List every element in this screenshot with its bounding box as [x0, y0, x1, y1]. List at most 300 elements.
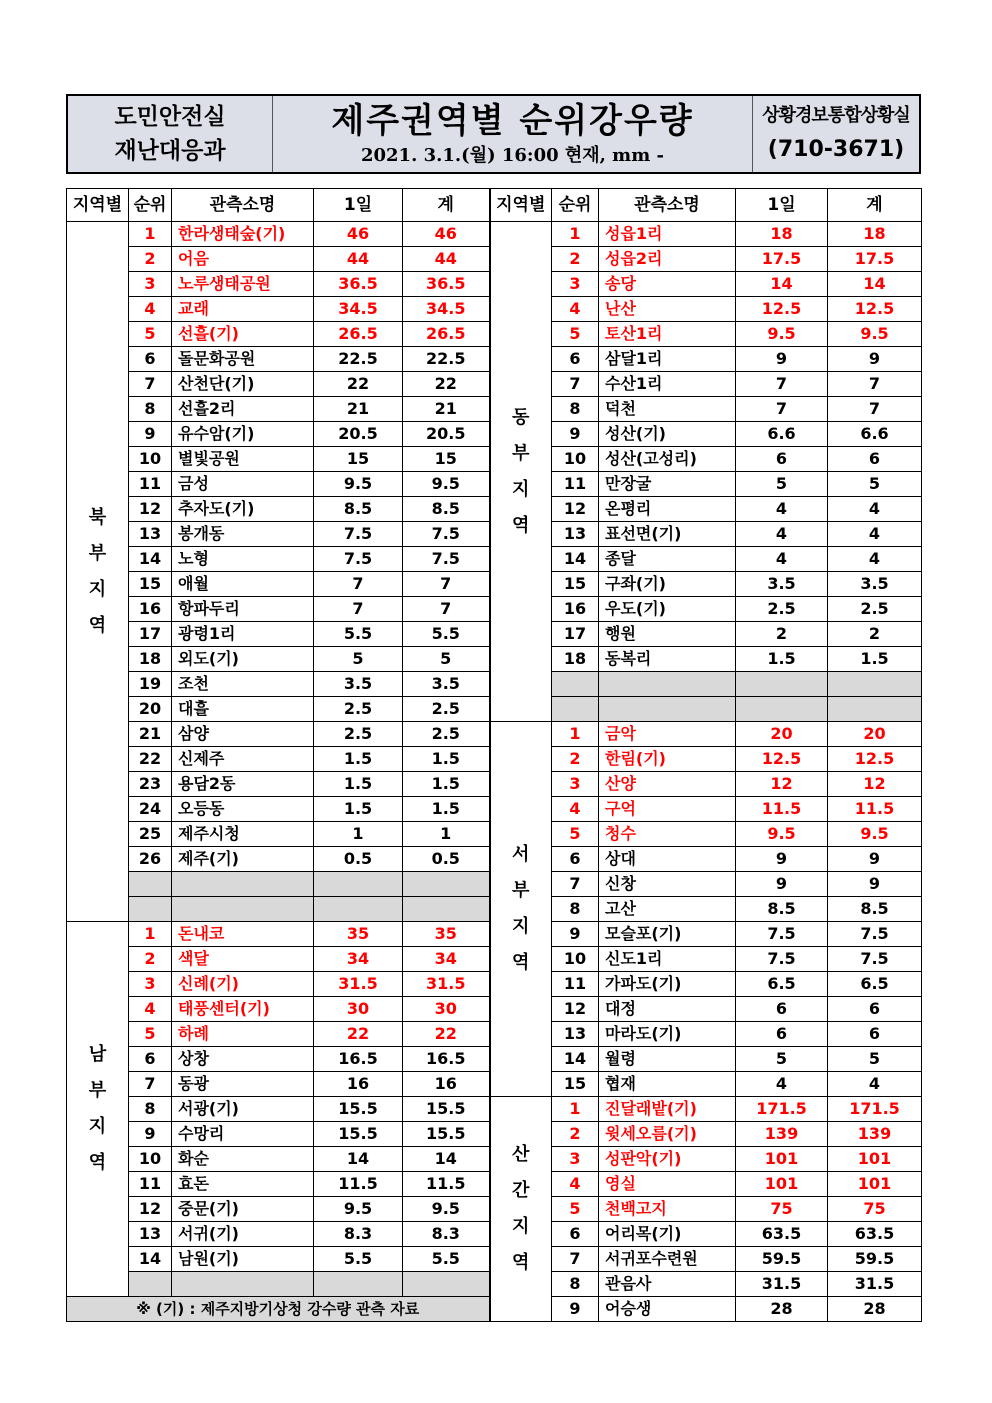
page-title: 제주권역별 순위강우량 — [331, 101, 694, 141]
rank-cell: 1 — [552, 1097, 599, 1122]
station-name: 마라도(기) — [599, 1022, 736, 1047]
station-name: 태풍센터(기) — [172, 997, 314, 1022]
region-label-east: 동 부 지 역 — [490, 222, 552, 722]
total-rainfall: 101 — [828, 1172, 922, 1197]
daily-rainfall: 16.5 — [314, 1047, 403, 1072]
table-row — [67, 1097, 922, 1122]
rank-cell: 3 — [552, 772, 599, 797]
total-rainfall: 1.5 — [403, 772, 490, 797]
total-rainfall: 4 — [828, 497, 922, 522]
total-rainfall: 3.5 — [403, 672, 490, 697]
daily-rainfall: 36.5 — [314, 272, 403, 297]
total-rainfall: 14 — [828, 272, 922, 297]
empty-cell — [129, 872, 172, 897]
daily-rainfall: 17.5 — [736, 247, 828, 272]
total-rainfall: 7.5 — [828, 922, 922, 947]
office-phone: (710-3671) — [767, 137, 905, 162]
daily-rainfall: 6.6 — [736, 422, 828, 447]
station-name: 별빛공원 — [172, 447, 314, 472]
station-name: 삼양 — [172, 722, 314, 747]
total-rainfall: 8.5 — [828, 897, 922, 922]
rank-cell: 5 — [552, 822, 599, 847]
rank-cell: 6 — [552, 1222, 599, 1247]
daily-rainfall: 9.5 — [314, 1197, 403, 1222]
daily-rainfall: 30 — [314, 997, 403, 1022]
station-name: 수산1리 — [599, 372, 736, 397]
rank-cell: 5 — [552, 1197, 599, 1222]
station-name: 한림(기) — [599, 747, 736, 772]
col-header-station: 관측소명 — [172, 189, 314, 222]
total-rainfall: 16.5 — [403, 1047, 490, 1072]
daily-rainfall: 4 — [736, 522, 828, 547]
daily-rainfall: 9.5 — [736, 822, 828, 847]
station-name: 윗세오름(기) — [599, 1122, 736, 1147]
total-rainfall: 28 — [828, 1297, 922, 1322]
total-rainfall: 12.5 — [828, 747, 922, 772]
total-rainfall: 7.5 — [828, 947, 922, 972]
rank-cell: 14 — [129, 1247, 172, 1272]
station-name: 서광(기) — [172, 1097, 314, 1122]
total-rainfall: 9 — [828, 872, 922, 897]
empty-cell — [599, 672, 736, 697]
region-label-south: 남 부 지 역 — [67, 922, 129, 1297]
daily-rainfall: 7.5 — [314, 547, 403, 572]
daily-rainfall: 101 — [736, 1147, 828, 1172]
daily-rainfall: 9 — [736, 347, 828, 372]
rank-cell: 9 — [129, 422, 172, 447]
rank-cell: 10 — [552, 447, 599, 472]
rank-cell: 26 — [129, 847, 172, 872]
daily-rainfall: 31.5 — [314, 972, 403, 997]
total-rainfall: 20 — [828, 722, 922, 747]
total-rainfall: 5.5 — [403, 622, 490, 647]
rank-cell: 8 — [552, 397, 599, 422]
rank-cell: 14 — [552, 1047, 599, 1072]
rank-cell: 7 — [129, 372, 172, 397]
station-name: 교래 — [172, 297, 314, 322]
rank-cell: 5 — [129, 322, 172, 347]
station-name: 어음 — [172, 247, 314, 272]
col-header-day: 1일 — [314, 189, 403, 222]
org-line-2: 재난대응과 — [114, 138, 226, 164]
daily-rainfall: 2.5 — [314, 697, 403, 722]
total-rainfall: 22.5 — [403, 347, 490, 372]
station-name: 돌문화공원 — [172, 347, 314, 372]
empty-cell — [828, 697, 922, 722]
daily-rainfall: 7 — [736, 372, 828, 397]
total-rainfall: 8.3 — [403, 1222, 490, 1247]
daily-rainfall: 7.5 — [314, 522, 403, 547]
daily-rainfall: 6 — [736, 447, 828, 472]
total-rainfall: 18 — [828, 222, 922, 247]
daily-rainfall: 3.5 — [736, 572, 828, 597]
rank-cell: 1 — [129, 922, 172, 947]
station-name: 만장굴 — [599, 472, 736, 497]
station-name: 구좌(기) — [599, 572, 736, 597]
empty-cell — [736, 672, 828, 697]
empty-cell — [172, 1272, 314, 1297]
station-name: 하례 — [172, 1022, 314, 1047]
total-rainfall: 2.5 — [403, 722, 490, 747]
empty-cell — [403, 897, 490, 922]
rank-cell: 8 — [552, 1272, 599, 1297]
daily-rainfall: 12.5 — [736, 747, 828, 772]
daily-rainfall: 171.5 — [736, 1097, 828, 1122]
rank-cell: 17 — [552, 622, 599, 647]
daily-rainfall: 75 — [736, 1197, 828, 1222]
daily-rainfall: 9 — [736, 872, 828, 897]
daily-rainfall: 22 — [314, 372, 403, 397]
daily-rainfall: 8.5 — [314, 497, 403, 522]
total-rainfall: 1.5 — [828, 647, 922, 672]
daily-rainfall: 22 — [314, 1022, 403, 1047]
empty-cell — [129, 1272, 172, 1297]
daily-rainfall: 15.5 — [314, 1097, 403, 1122]
office-name: 상황경보통합상황실 — [762, 105, 910, 126]
total-rainfall: 44 — [403, 247, 490, 272]
rank-cell: 3 — [552, 1147, 599, 1172]
station-name: 송당 — [599, 272, 736, 297]
rank-cell: 11 — [129, 1172, 172, 1197]
total-rainfall: 75 — [828, 1197, 922, 1222]
empty-cell — [172, 897, 314, 922]
total-rainfall: 7 — [403, 597, 490, 622]
empty-cell — [828, 672, 922, 697]
daily-rainfall: 5.5 — [314, 622, 403, 647]
daily-rainfall: 12 — [736, 772, 828, 797]
daily-rainfall: 12.5 — [736, 297, 828, 322]
rank-cell: 13 — [129, 1222, 172, 1247]
rank-cell: 7 — [129, 1072, 172, 1097]
station-name: 용담2동 — [172, 772, 314, 797]
daily-rainfall: 7.5 — [736, 947, 828, 972]
rank-cell: 16 — [129, 597, 172, 622]
station-name: 항파두리 — [172, 597, 314, 622]
total-rainfall: 9 — [828, 347, 922, 372]
rank-cell: 15 — [129, 572, 172, 597]
rank-cell: 19 — [129, 672, 172, 697]
total-rainfall: 26.5 — [403, 322, 490, 347]
rank-cell: 8 — [129, 1097, 172, 1122]
station-name: 영실 — [599, 1172, 736, 1197]
station-name: 우도(기) — [599, 597, 736, 622]
rank-cell: 1 — [552, 222, 599, 247]
empty-cell — [314, 897, 403, 922]
daily-rainfall: 20.5 — [314, 422, 403, 447]
col-header-region: 지역별 — [490, 189, 552, 222]
daily-rainfall: 34.5 — [314, 297, 403, 322]
station-name: 효돈 — [172, 1172, 314, 1197]
daily-rainfall: 34 — [314, 947, 403, 972]
daily-rainfall: 11.5 — [736, 797, 828, 822]
rank-cell: 15 — [552, 1072, 599, 1097]
daily-rainfall: 8.5 — [736, 897, 828, 922]
daily-rainfall: 9.5 — [314, 472, 403, 497]
total-rainfall: 5 — [828, 1047, 922, 1072]
total-rainfall: 2.5 — [403, 697, 490, 722]
col-header-rank: 순위 — [552, 189, 599, 222]
station-name: 덕천 — [599, 397, 736, 422]
daily-rainfall: 9.5 — [736, 322, 828, 347]
total-rainfall: 31.5 — [403, 972, 490, 997]
total-rainfall: 0.5 — [403, 847, 490, 872]
daily-rainfall: 21 — [314, 397, 403, 422]
total-rainfall: 171.5 — [828, 1097, 922, 1122]
daily-rainfall: 14 — [314, 1147, 403, 1172]
rank-cell: 3 — [129, 272, 172, 297]
daily-rainfall: 5 — [314, 647, 403, 672]
station-name: 상창 — [172, 1047, 314, 1072]
total-rainfall: 9.5 — [403, 1197, 490, 1222]
region-label-north: 북 부 지 역 — [67, 222, 129, 922]
daily-rainfall: 1.5 — [314, 797, 403, 822]
station-name: 모슬포(기) — [599, 922, 736, 947]
contact-block — [753, 96, 919, 172]
total-rainfall: 21 — [403, 397, 490, 422]
station-name: 신도1리 — [599, 947, 736, 972]
rank-cell: 6 — [129, 347, 172, 372]
daily-rainfall: 63.5 — [736, 1222, 828, 1247]
daily-rainfall: 2.5 — [314, 722, 403, 747]
station-name: 제주(기) — [172, 847, 314, 872]
total-rainfall: 9.5 — [828, 322, 922, 347]
daily-rainfall: 44 — [314, 247, 403, 272]
daily-rainfall: 28 — [736, 1297, 828, 1322]
daily-rainfall: 6.5 — [736, 972, 828, 997]
station-name: 천백고지 — [599, 1197, 736, 1222]
rank-cell: 11 — [552, 972, 599, 997]
station-name: 추자도(기) — [172, 497, 314, 522]
total-rainfall: 7 — [828, 397, 922, 422]
rank-cell: 11 — [129, 472, 172, 497]
total-rainfall: 1.5 — [403, 747, 490, 772]
region-label-mountain: 산 간 지 역 — [490, 1097, 552, 1322]
total-rainfall: 9.5 — [403, 472, 490, 497]
daily-rainfall: 14 — [736, 272, 828, 297]
total-rainfall: 12 — [828, 772, 922, 797]
daily-rainfall: 22.5 — [314, 347, 403, 372]
total-rainfall: 1.5 — [403, 797, 490, 822]
station-name: 신례(기) — [172, 972, 314, 997]
station-name: 대흘 — [172, 697, 314, 722]
station-name: 토산1리 — [599, 322, 736, 347]
rank-cell: 6 — [552, 847, 599, 872]
total-rainfall: 5 — [828, 472, 922, 497]
rank-cell: 15 — [552, 572, 599, 597]
rank-cell: 20 — [129, 697, 172, 722]
daily-rainfall: 8.3 — [314, 1222, 403, 1247]
station-name: 종달 — [599, 547, 736, 572]
table-header-row — [67, 189, 922, 222]
rank-cell: 4 — [552, 797, 599, 822]
daily-rainfall: 20 — [736, 722, 828, 747]
rank-cell: 10 — [129, 447, 172, 472]
daily-rainfall: 2 — [736, 622, 828, 647]
rank-cell: 14 — [129, 547, 172, 572]
station-name: 신제주 — [172, 747, 314, 772]
station-name: 고산 — [599, 897, 736, 922]
daily-rainfall: 7 — [736, 397, 828, 422]
daily-rainfall: 6 — [736, 997, 828, 1022]
station-name: 수망리 — [172, 1122, 314, 1147]
total-rainfall: 34 — [403, 947, 490, 972]
station-name: 봉개동 — [172, 522, 314, 547]
daily-rainfall: 59.5 — [736, 1247, 828, 1272]
col-header-total: 계 — [828, 189, 922, 222]
total-rainfall: 6 — [828, 997, 922, 1022]
station-name: 한라생태숲(기) — [172, 222, 314, 247]
station-name: 동복리 — [599, 647, 736, 672]
station-name: 행원 — [599, 622, 736, 647]
rank-cell: 9 — [552, 922, 599, 947]
daily-rainfall: 4 — [736, 547, 828, 572]
total-rainfall: 8.5 — [403, 497, 490, 522]
daily-rainfall: 31.5 — [736, 1272, 828, 1297]
rank-cell: 2 — [552, 747, 599, 772]
total-rainfall: 5 — [403, 647, 490, 672]
rank-cell: 18 — [129, 647, 172, 672]
station-name: 협재 — [599, 1072, 736, 1097]
empty-cell — [403, 872, 490, 897]
daily-rainfall: 5 — [736, 472, 828, 497]
rank-cell: 12 — [129, 1197, 172, 1222]
rank-cell: 2 — [552, 247, 599, 272]
rainfall-table — [66, 188, 922, 1322]
station-name: 금악 — [599, 722, 736, 747]
station-name: 표선면(기) — [599, 522, 736, 547]
rank-cell: 9 — [129, 1122, 172, 1147]
station-name: 가파도(기) — [599, 972, 736, 997]
station-name: 유수암(기) — [172, 422, 314, 447]
rank-cell: 7 — [552, 872, 599, 897]
station-name: 색달 — [172, 947, 314, 972]
station-name: 산천단(기) — [172, 372, 314, 397]
station-name: 진달래밭(기) — [599, 1097, 736, 1122]
total-rainfall: 7 — [403, 572, 490, 597]
daily-rainfall: 7.5 — [736, 922, 828, 947]
total-rainfall: 22 — [403, 372, 490, 397]
rank-cell: 1 — [129, 222, 172, 247]
station-name: 애월 — [172, 572, 314, 597]
daily-rainfall: 15 — [314, 447, 403, 472]
rank-cell: 2 — [129, 947, 172, 972]
empty-cell — [129, 897, 172, 922]
daily-rainfall: 2.5 — [736, 597, 828, 622]
rank-cell: 9 — [552, 1297, 599, 1322]
daily-rainfall: 1.5 — [736, 647, 828, 672]
station-name: 성산(기) — [599, 422, 736, 447]
station-name: 노형 — [172, 547, 314, 572]
total-rainfall: 4 — [828, 547, 922, 572]
station-name: 제주시청 — [172, 822, 314, 847]
total-rainfall: 15.5 — [403, 1122, 490, 1147]
rank-cell: 4 — [552, 297, 599, 322]
total-rainfall: 6 — [828, 1022, 922, 1047]
total-rainfall: 6.5 — [828, 972, 922, 997]
empty-cell — [736, 697, 828, 722]
footnote: ※ (기) : 제주지방기상청 강수량 관측 자료 — [67, 1297, 490, 1322]
daily-rainfall: 46 — [314, 222, 403, 247]
total-rainfall: 4 — [828, 522, 922, 547]
rank-cell: 14 — [552, 547, 599, 572]
station-name: 서귀(기) — [172, 1222, 314, 1247]
report-header — [66, 94, 921, 174]
rank-cell: 8 — [129, 397, 172, 422]
station-name: 상대 — [599, 847, 736, 872]
total-rainfall: 63.5 — [828, 1222, 922, 1247]
total-rainfall: 17.5 — [828, 247, 922, 272]
col-header-region: 지역별 — [67, 189, 129, 222]
station-name: 구억 — [599, 797, 736, 822]
total-rainfall: 6.6 — [828, 422, 922, 447]
daily-rainfall: 1 — [314, 822, 403, 847]
rank-cell: 18 — [552, 647, 599, 672]
rank-cell: 16 — [552, 597, 599, 622]
total-rainfall: 11.5 — [828, 797, 922, 822]
rank-cell: 11 — [552, 472, 599, 497]
total-rainfall: 2 — [828, 622, 922, 647]
total-rainfall: 5.5 — [403, 1247, 490, 1272]
daily-rainfall: 139 — [736, 1122, 828, 1147]
total-rainfall: 2.5 — [828, 597, 922, 622]
station-name: 외도(기) — [172, 647, 314, 672]
col-header-rank: 순위 — [129, 189, 172, 222]
total-rainfall: 1 — [403, 822, 490, 847]
rank-cell: 9 — [552, 422, 599, 447]
rank-cell: 7 — [552, 1247, 599, 1272]
empty-cell — [552, 672, 599, 697]
station-name: 조천 — [172, 672, 314, 697]
org-line-1: 도민안전실 — [114, 104, 226, 130]
daily-rainfall: 5 — [736, 1047, 828, 1072]
empty-cell — [599, 697, 736, 722]
table-row — [67, 722, 922, 747]
rank-cell: 24 — [129, 797, 172, 822]
daily-rainfall: 3.5 — [314, 672, 403, 697]
station-name: 광령1리 — [172, 622, 314, 647]
total-rainfall: 34.5 — [403, 297, 490, 322]
rank-cell: 25 — [129, 822, 172, 847]
total-rainfall: 4 — [828, 1072, 922, 1097]
rank-cell: 12 — [552, 497, 599, 522]
station-name: 관음사 — [599, 1272, 736, 1297]
station-name: 금성 — [172, 472, 314, 497]
total-rainfall: 36.5 — [403, 272, 490, 297]
station-name: 신창 — [599, 872, 736, 897]
station-name: 오등동 — [172, 797, 314, 822]
daily-rainfall: 101 — [736, 1172, 828, 1197]
station-name: 중문(기) — [172, 1197, 314, 1222]
station-name: 어리목(기) — [599, 1222, 736, 1247]
table-row — [67, 222, 922, 247]
total-rainfall: 14 — [403, 1147, 490, 1172]
total-rainfall: 9.5 — [828, 822, 922, 847]
total-rainfall: 12.5 — [828, 297, 922, 322]
station-name: 선흘(기) — [172, 322, 314, 347]
total-rainfall: 15.5 — [403, 1097, 490, 1122]
station-name: 성판악(기) — [599, 1147, 736, 1172]
empty-cell — [172, 872, 314, 897]
station-name: 성읍2리 — [599, 247, 736, 272]
station-name: 선흘2리 — [172, 397, 314, 422]
daily-rainfall: 18 — [736, 222, 828, 247]
station-name: 산양 — [599, 772, 736, 797]
daily-rainfall: 7 — [314, 597, 403, 622]
daily-rainfall: 11.5 — [314, 1172, 403, 1197]
rank-cell: 5 — [552, 322, 599, 347]
daily-rainfall: 7 — [314, 572, 403, 597]
station-name: 성읍1리 — [599, 222, 736, 247]
